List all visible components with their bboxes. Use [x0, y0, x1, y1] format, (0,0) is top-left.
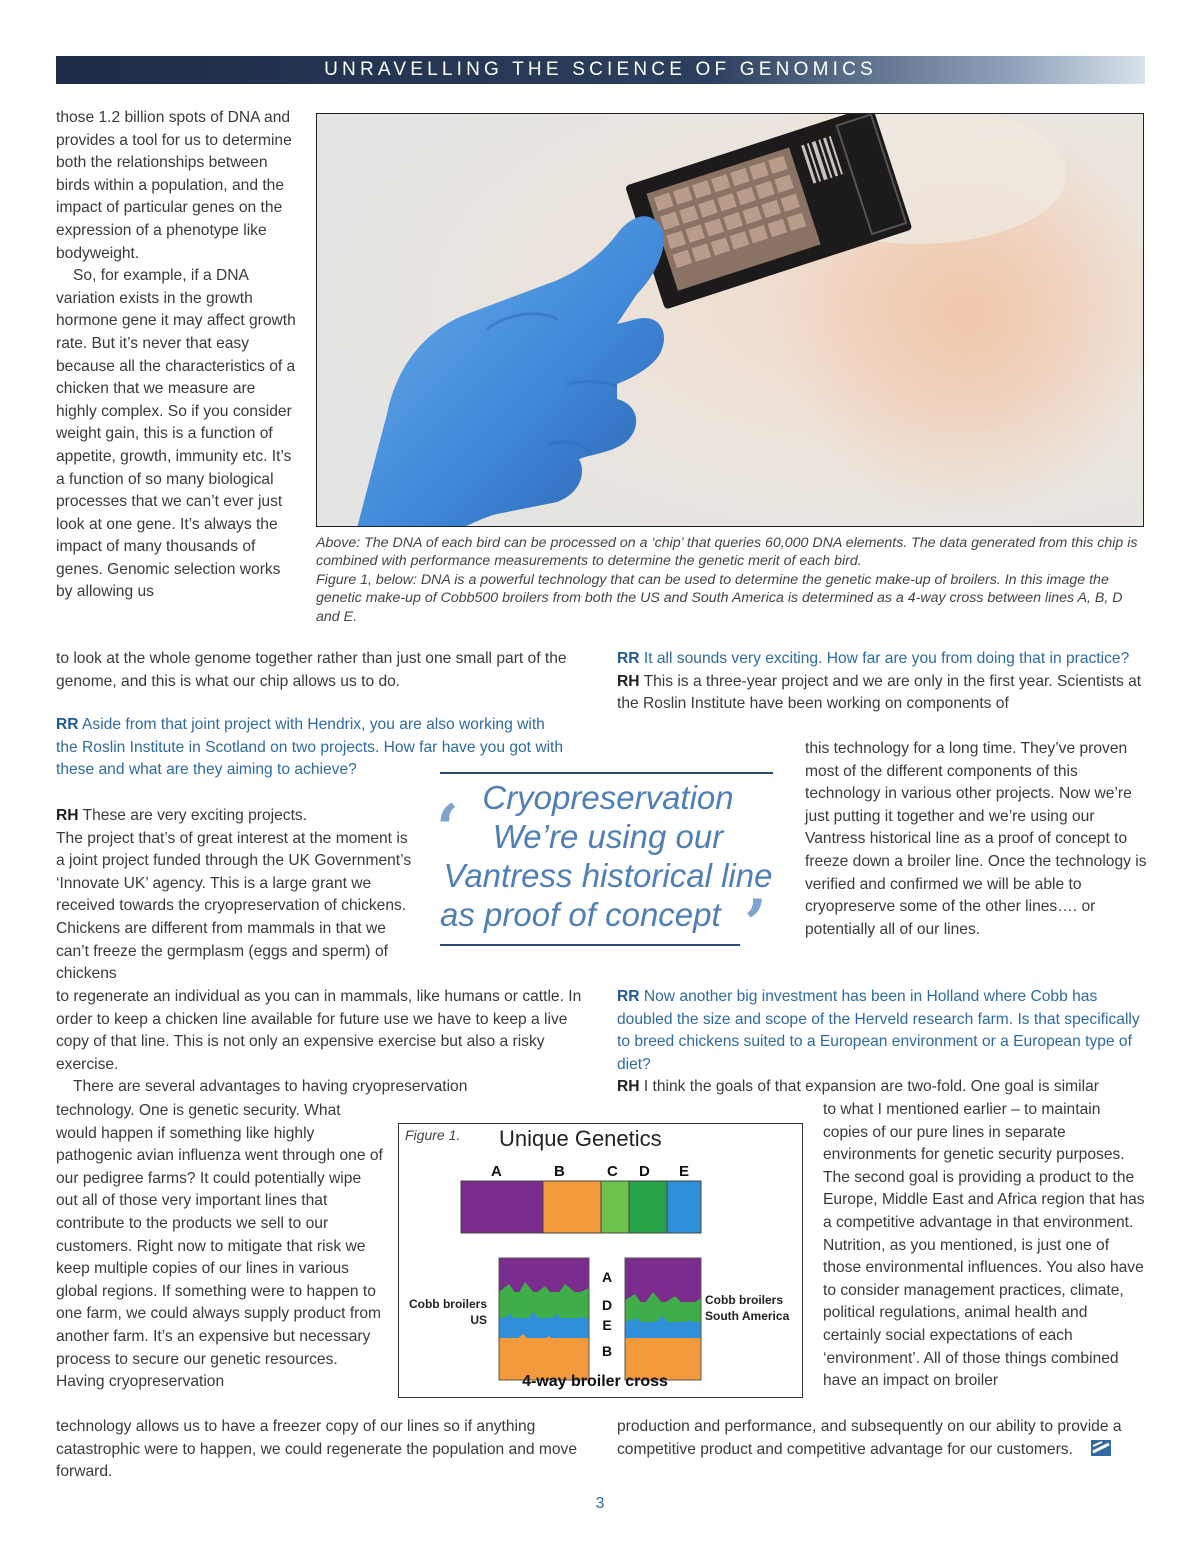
line-bar-a: [461, 1181, 543, 1233]
paragraph: those 1.2 billion spots of DNA and provides a tool for us to determine both the relationships between birds within a population, and the impact of particular genes on the expression of a phenotype like bodyweight.: [56, 109, 292, 262]
paragraph: technology allows us to have a freezer copy of our lines so if anything catastrophic were to happen, we could regenerate the population and move forward.: [56, 1418, 578, 1481]
line-label: A: [491, 1163, 502, 1180]
header-banner: [56, 56, 1145, 84]
paragraph: technology. One is genetic security. What would happen if something like highly pathogenic avian influenza went through one of our pedigree farms? It could potentially wipe out all of those very important lines that contribute to the products we sell to our customers. Right now to mitigate that risk we keep multiple copies of our lines in various global regions. If something were to happen to one farm, we could always supply product from another farm. It’s an expensive but necessary process to secure our genetic resources. Having cryopreservation: [56, 1102, 383, 1391]
interviewer-tag: RR: [617, 988, 640, 1005]
dna-chip-photo: [316, 113, 1144, 527]
answer-holland-end: [617, 1416, 1137, 1461]
line-bar-c: [601, 1181, 629, 1233]
answer-security-end: [56, 1416, 591, 1484]
photo-illustration: [317, 114, 1144, 527]
line-label: E: [679, 1163, 690, 1180]
pullquote-line: We’re using our: [492, 818, 724, 855]
question-text: Aside from that joint project with Hendrix, you are also working with the Roslin Institute in Scotland on two projects. How far have you got with these and what are they aiming to achieve?: [56, 716, 564, 779]
stack-label: D: [601, 1297, 613, 1313]
figure-title: Unique Genetics: [499, 1126, 662, 1151]
line-label: B: [554, 1163, 565, 1180]
left-label-line: Cobb broilers: [408, 1297, 487, 1311]
answer-holland-wrap: [823, 1099, 1147, 1393]
paragraph: The project that’s of great interest at the moment is a joint project funded through the UK Government’s ‘Innovate UK’ agency. This is a large grant we received towards the cryopreservation of chickens. Chickens are different from mammals in that we can’t freeze the germplasm (eggs and sperm) of chickens: [56, 829, 412, 983]
paragraph: to what I mentioned earlier – to maintain copies of our pure lines in separate environments for genetic security purposes. The second goal is providing a product to the Europe, Middle East and Africa region that has a competitive advantage in that environment. Nutrition, as you mentioned, is just one of those environmental influences. You also have to consider management practices, climate, political regulations, animal health and certainly social expectations of each ‘environment’. All of those things combined have an impact on broiler: [823, 1101, 1145, 1390]
answer-roslin-continuation: [56, 986, 586, 1099]
paragraph: to regenerate an individual as you can in mammals, like humans or cattle. In order to keep a chicken line available for future use we have to keep a live copy of that line. This is not only an expensive exercise but also a risky exercise.: [56, 988, 582, 1073]
answer-roslin: [56, 805, 413, 986]
paragraph: to look at the whole genome together rather than just one small part of the genome, and this is what our chip allows us to do.: [56, 650, 567, 690]
interviewer-tag: RR: [56, 716, 79, 733]
respondent-tag: RH: [617, 672, 640, 690]
figure-bottom-label: 4-way broiler cross: [522, 1373, 668, 1390]
header-title: UNRAVELLING THE SCIENCE OF GENOMICS: [324, 59, 877, 80]
question-text: Now another big investment has been in Holland where Cobb has doubled the size and scope of the Herveld research farm. Is that specifically to breed chickens suited to a European environment or a European type of diet?: [617, 988, 1140, 1073]
stack-label: A: [601, 1269, 613, 1285]
answer-security-wrap: [56, 1100, 384, 1394]
line-label: C: [607, 1163, 618, 1180]
pullquote-line: as proof of concept: [440, 896, 721, 933]
figure-unique-genetics: [398, 1123, 803, 1398]
paragraph: There are several advantages to having cryopreservation: [73, 1078, 468, 1096]
left-column-continuation: [56, 648, 586, 693]
right-column-upper: [617, 648, 1147, 716]
line-bar-e: [667, 1181, 701, 1233]
end-mark-icon: [1091, 1440, 1111, 1456]
left-column-upper: [56, 107, 300, 604]
answer-text: I think the goals of that expansion are two-fold. One goal is similar: [643, 1078, 1099, 1096]
left-label-line: US: [470, 1313, 487, 1327]
genetics-graphic: [399, 1124, 801, 1396]
respondent-tag: RH: [56, 807, 79, 824]
interviewer-tag: RR: [617, 650, 640, 667]
answer-text: These are very exciting projects.: [82, 807, 308, 824]
stack-label: B: [601, 1343, 613, 1359]
figure-label: Figure 1.: [405, 1127, 461, 1143]
page-number: 3: [595, 1495, 605, 1512]
respondent-tag: RH: [617, 1078, 640, 1096]
paragraph: So, for example, if a DNA variation exists in the growth hormone gene it may affect growth rate. But it’s never that easy because all the characteristics of a chicken that we measure are highly complex. So if you consider weight gain, this is a function of appetite, growth, immunity etc. It’s a function of so many biological processes that we can’t ever just look at one gene. It’s always the impact of many thousands of genes. Genomic selection works by allowing us: [56, 267, 296, 601]
line-bar-b: [543, 1181, 601, 1233]
pull-quote: [438, 778, 778, 934]
close-quote-mark: ’: [744, 885, 767, 963]
caption-line: Above: The DNA of each bird can be processed on a ‘chip’ that queries 60,000 DNA elements. The data generated from this chip is combined with performance measurements to determine the genetic merit of each bird.: [316, 535, 1138, 570]
pullquote-line: Cryopreservation: [482, 779, 734, 816]
structure-plot-south-america: [625, 1258, 701, 1380]
right-label-line: Cobb broilers: [705, 1293, 784, 1307]
paragraph: production and performance, and subsequently on our ability to provide a competitive product and competitive advantage for our customers.: [617, 1418, 1122, 1458]
line-label: D: [639, 1163, 650, 1180]
question-holland: [617, 986, 1147, 1099]
structure-plot-us: [499, 1258, 589, 1380]
answer-text: This is a three-year project and we are only in the first year. Scientists at the Roslin Institute have been working on components of: [617, 672, 1142, 713]
question-text: It all sounds very exciting. How far are you from doing that in practice?: [643, 650, 1130, 667]
photo-caption: [316, 534, 1146, 626]
open-quote-mark: ‘: [436, 790, 459, 868]
right-label-line: South America: [705, 1309, 790, 1323]
pullquote-top-rule: [440, 772, 773, 774]
caption-line: Figure 1, below: DNA is a powerful technology that can be used to determine the genetic make-up of broilers. In this image the genetic make-up of Cobb500 broilers from both the US and South America is determined as a 4-way cross between lines A, B, D and E.: [316, 571, 1123, 625]
pullquote-line: Vantress historical line: [443, 857, 773, 894]
line-bar-d: [629, 1181, 667, 1233]
pullquote-bottom-rule: [440, 944, 740, 946]
stack-label: E: [602, 1317, 612, 1333]
right-column-wrap: [805, 738, 1147, 941]
paragraph: this technology for a long time. They’ve proven most of the different components of this technology in various other projects. Now we’re just putting it together and we’re using our Vantress historical line as a proof of concept to freeze down a broiler line. Once the technology is verified and confirmed we will be able to cryopreserve some of the other lines…. or potentially all of our lines.: [805, 740, 1147, 938]
